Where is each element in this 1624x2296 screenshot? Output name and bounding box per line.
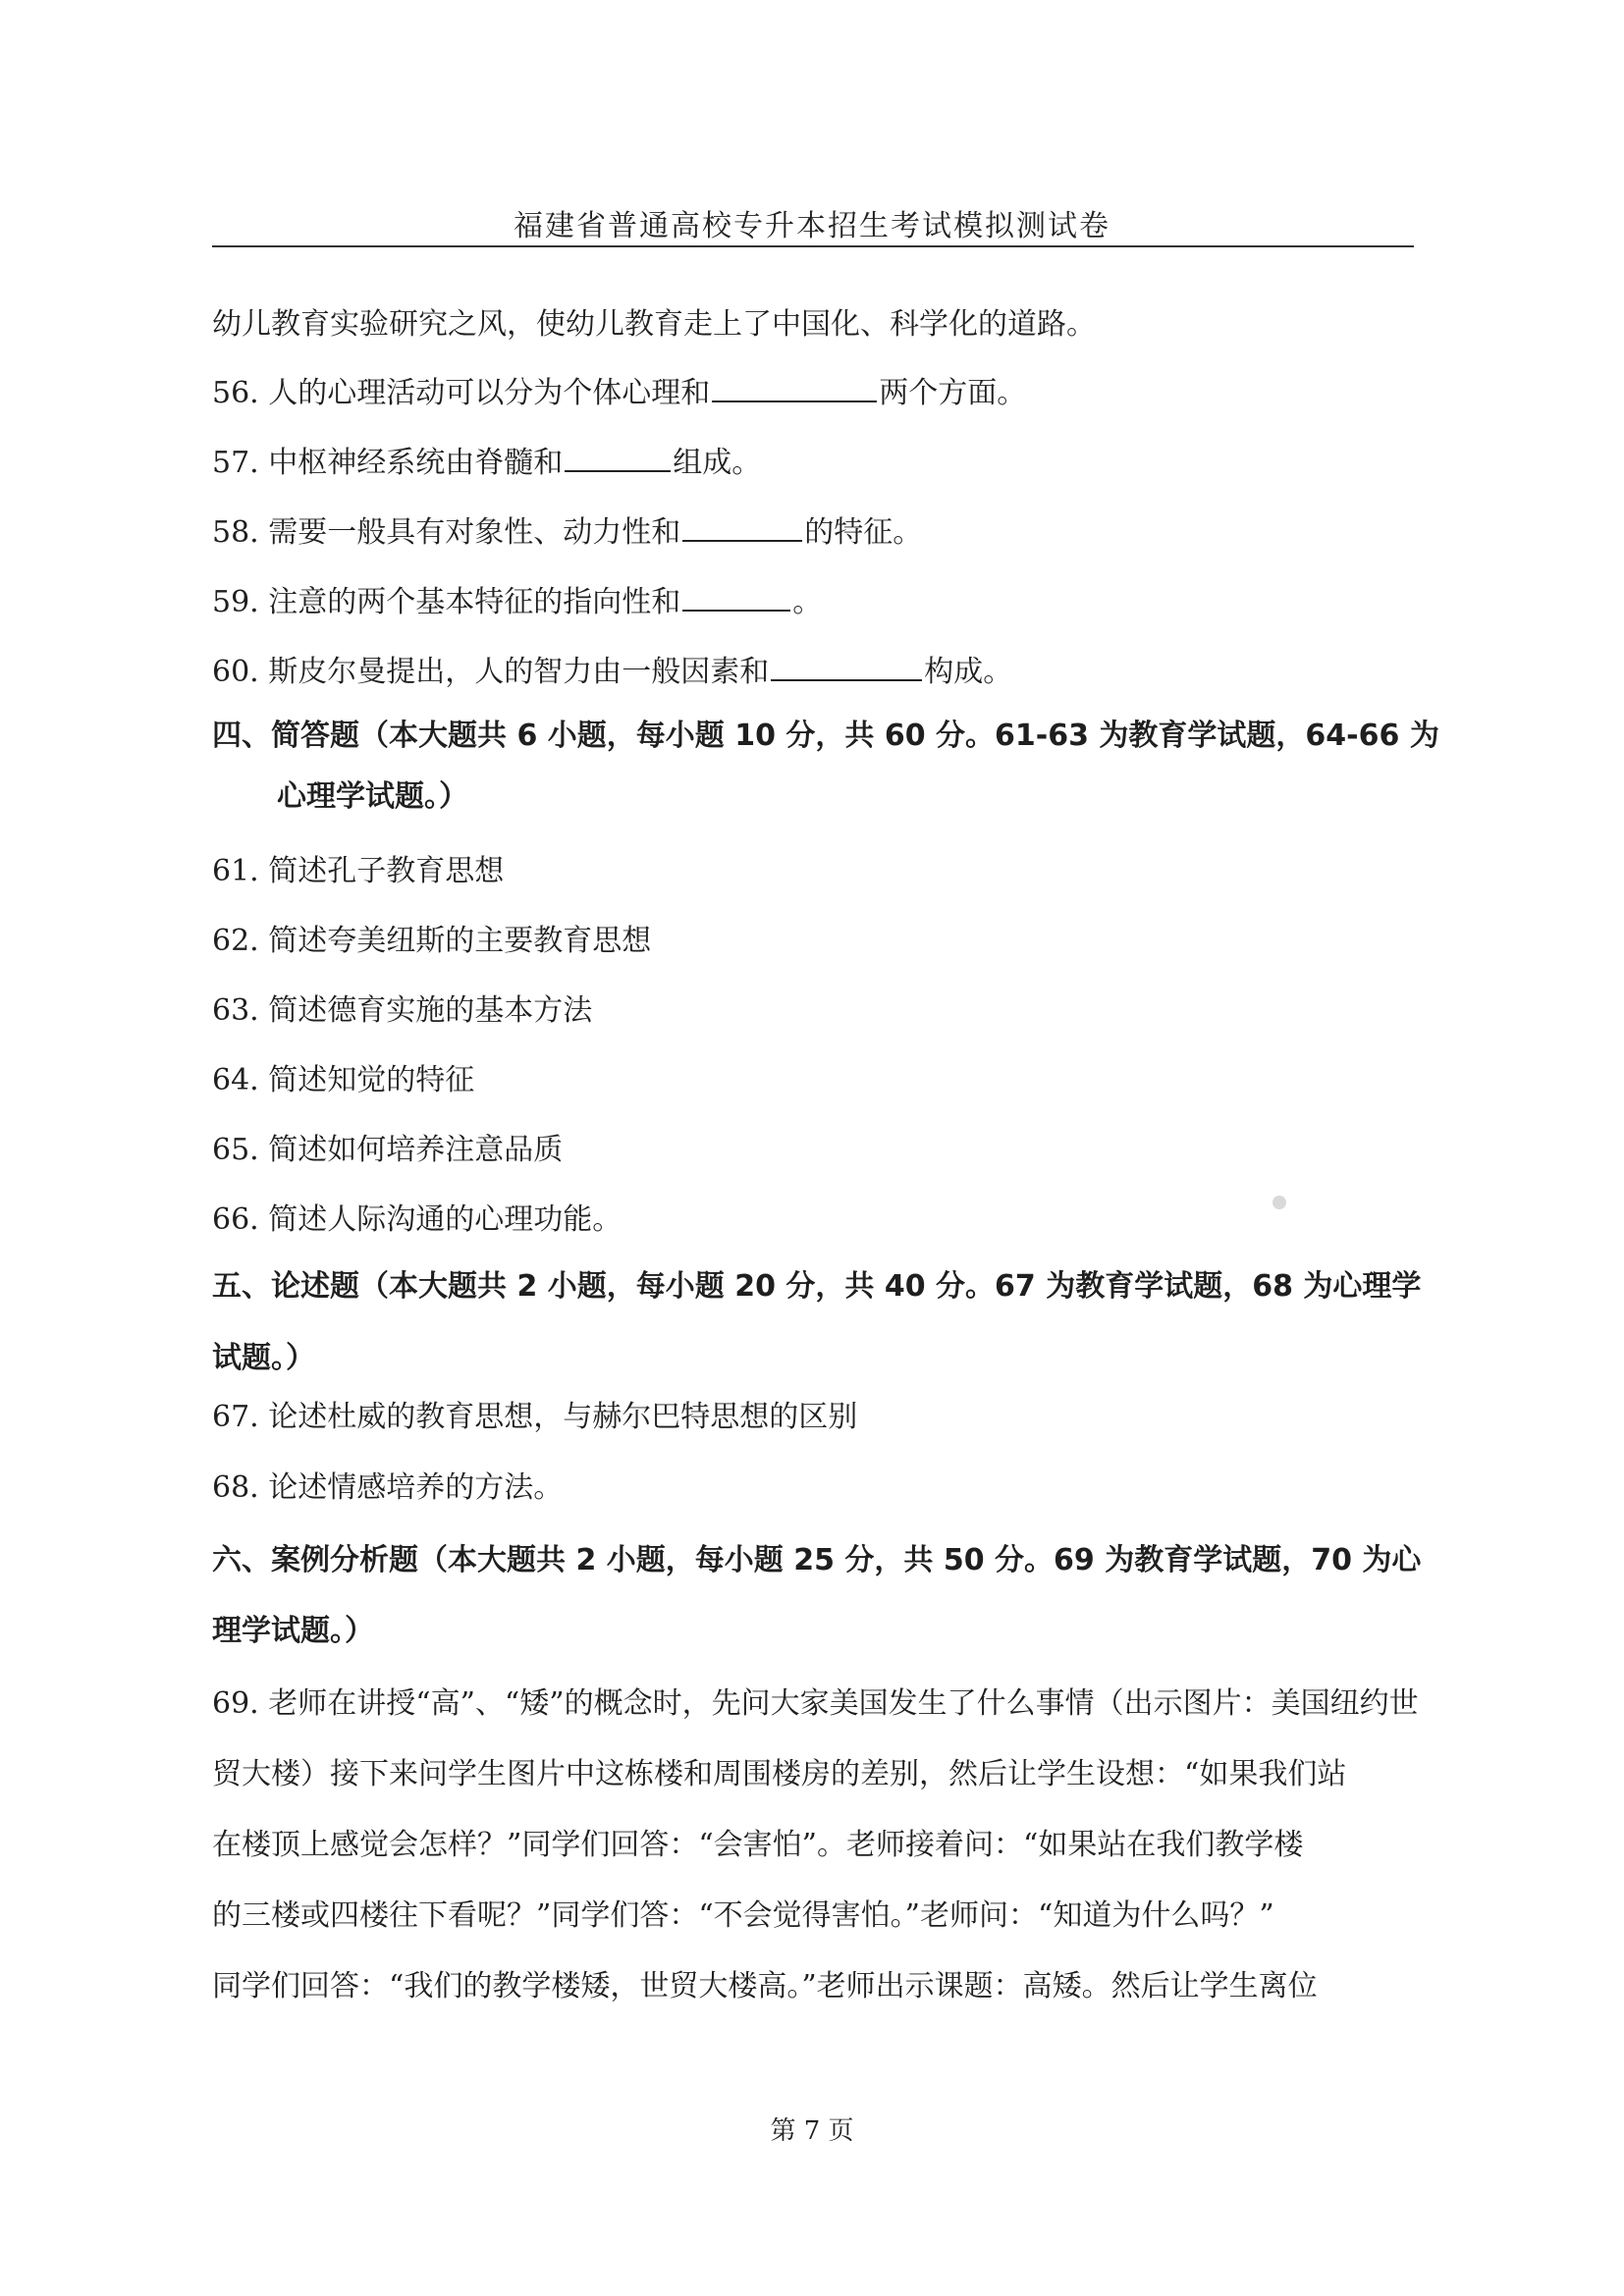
question-text: 组成。 — [673, 446, 762, 480]
question-69-line: 69. 老师在讲授“高”、“矮”的概念时，先问大家美国发生了什么事情（出示图片：美国纽约世 — [212, 1686, 1419, 1721]
section-heading: 心理学试题。） — [277, 779, 468, 814]
question-65: 65. 简述如何培养注意品质 — [212, 1133, 564, 1167]
answer-blank — [565, 445, 671, 472]
scan-speck — [1272, 1196, 1286, 1209]
question-63: 63. 简述德育实施的基本方法 — [212, 993, 593, 1028]
question-69-line: 的三楼或四楼往下看呢？”同学们答：“不会觉得害怕。”老师问：“知道为什么吗？” — [212, 1898, 1274, 1933]
header-rule — [212, 245, 1414, 247]
answer-blank — [771, 654, 922, 681]
question-text: 的特征。 — [804, 515, 923, 550]
question-67: 67. 论述杜威的教育思想，与赫尔巴特思想的区别 — [212, 1400, 858, 1434]
question-69-line: 贸大楼）接下来问学生图片中这栋楼和周围楼房的差别，然后让学生设想：“如果我们站 — [212, 1757, 1347, 1791]
question-text: 58. 需要一般具有对象性、动力性和 — [212, 515, 681, 550]
section-heading: 六、案例分析题（本大题共 2 小题，每小题 25 分，共 50 分。69 为教育学试题，70 为心 — [212, 1543, 1422, 1577]
section-heading: 试题。） — [212, 1341, 315, 1375]
question-68: 68. 论述情感培养的方法。 — [212, 1470, 564, 1505]
section-heading: 理学试题。） — [212, 1614, 374, 1648]
question-text: 。 — [792, 585, 823, 619]
question-59 — [212, 577, 822, 620]
text-line: 幼儿教育实验研究之风，使幼儿教育走上了中国化、科学化的道路。 — [212, 307, 1096, 342]
question-64: 64. 简述知觉的特征 — [212, 1063, 475, 1097]
answer-blank — [682, 584, 790, 612]
question-text: 构成。 — [924, 655, 1013, 689]
question-69-line: 在楼顶上感觉会怎样？”同学们回答：“会害怕”。老师接着问：“如果站在我们教学楼 — [212, 1828, 1304, 1862]
section-heading: 四、简答题（本大题共 6 小题，每小题 10 分，共 60 分。61-63 为教育学试题，64-66 为 — [212, 719, 1439, 753]
question-58 — [212, 507, 922, 551]
question-66: 66. 简述人际沟通的心理功能。 — [212, 1202, 623, 1237]
question-69-line: 同学们回答：“我们的教学楼矮，世贸大楼高。”老师出示课题：高矮。然后让学生离位 — [212, 1969, 1318, 2003]
question-61: 61. 简述孔子教育思想 — [212, 854, 505, 888]
answer-blank — [712, 375, 877, 402]
question-text: 57. 中枢神经系统由脊髓和 — [212, 446, 564, 480]
page-number: 第 7 页 — [770, 2116, 854, 2146]
question-text: 60. 斯皮尔曼提出，人的智力由一般因素和 — [212, 655, 770, 689]
section-heading: 五、论述题（本大题共 2 小题，每小题 20 分，共 40 分。67 为教育学试题，68 为心理学 — [212, 1269, 1422, 1304]
question-62: 62. 简述夸美纽斯的主要教育思想 — [212, 924, 652, 958]
answer-blank — [682, 514, 802, 542]
question-text: 两个方面。 — [879, 376, 1027, 410]
question-text: 59. 注意的两个基本特征的指向性和 — [212, 585, 681, 619]
question-56 — [212, 368, 1026, 411]
question-60 — [212, 647, 1012, 690]
question-57 — [212, 438, 761, 481]
header-title: 福建省普通高校专升本招生考试模拟测试卷 — [514, 209, 1110, 243]
question-text: 56. 人的心理活动可以分为个体心理和 — [212, 376, 711, 410]
